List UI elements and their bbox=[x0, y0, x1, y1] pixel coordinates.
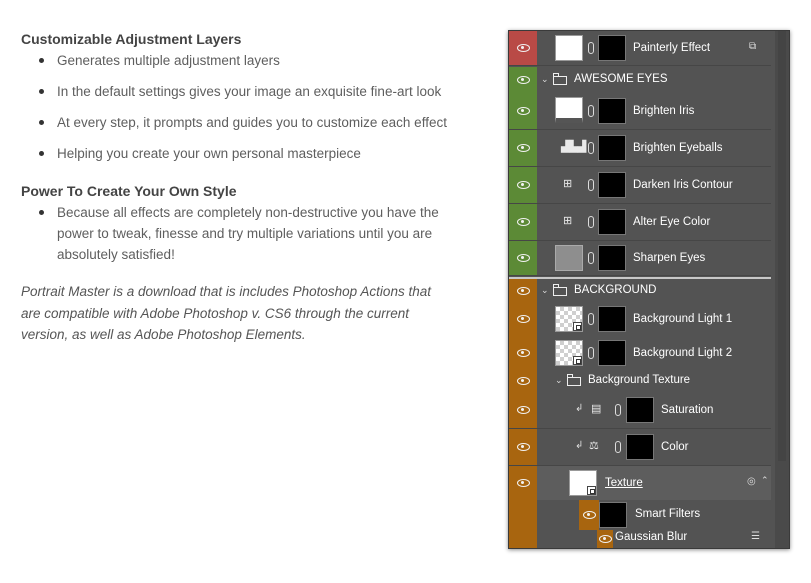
mask-thumbnail bbox=[598, 340, 626, 366]
feature-list bbox=[21, 50, 461, 164]
scrollbar[interactable] bbox=[775, 31, 789, 548]
layer-name: Saturation bbox=[661, 404, 714, 416]
smart-object-badge-icon bbox=[587, 486, 596, 495]
chevron-down-icon[interactable]: ⌄ bbox=[541, 74, 549, 84]
layer-row-brighten-eyeballs[interactable] bbox=[509, 130, 771, 167]
visibility-eye-icon[interactable] bbox=[509, 302, 537, 336]
layer-name: Painterly Effect bbox=[633, 42, 711, 54]
visibility-eye-icon[interactable] bbox=[509, 130, 537, 166]
list-item: At every step, it prompts and guides you to customize each effect bbox=[21, 112, 461, 133]
link-icon bbox=[588, 42, 594, 54]
filter-mask-thumbnail bbox=[599, 502, 627, 528]
group-row-background-texture[interactable] bbox=[509, 370, 771, 393]
mask-thumbnail bbox=[598, 98, 626, 124]
layer-row-background-light-1[interactable] bbox=[509, 302, 771, 337]
mask-thumbnail bbox=[626, 397, 654, 423]
folder-icon bbox=[567, 377, 581, 386]
mask-thumbnail bbox=[598, 245, 626, 271]
link-icon bbox=[588, 347, 594, 359]
layers-panel bbox=[508, 30, 790, 549]
layer-thumbnail bbox=[555, 97, 583, 123]
list-item: Generates multiple adjustment layers bbox=[21, 50, 461, 71]
link-icon bbox=[588, 252, 594, 264]
folder-icon bbox=[553, 76, 567, 85]
list-item: In the default settings gives your image an exquisite fine-art look bbox=[21, 81, 461, 102]
visibility-eye-icon[interactable] bbox=[509, 167, 537, 203]
visibility-eye-icon[interactable] bbox=[597, 530, 613, 548]
layer-name: Color bbox=[661, 441, 689, 453]
mask-thumbnail bbox=[598, 35, 626, 61]
group-name: Background Texture bbox=[588, 374, 691, 386]
article bbox=[21, 30, 461, 346]
layer-name: Sharpen Eyes bbox=[633, 252, 706, 264]
visibility-eye-icon[interactable] bbox=[509, 336, 537, 370]
link-icon bbox=[588, 142, 594, 154]
layer-name: Background Light 2 bbox=[633, 347, 733, 359]
layer-name: Alter Eye Color bbox=[633, 216, 711, 228]
curves-icon: ⊞ bbox=[563, 178, 573, 190]
color-strip bbox=[509, 530, 537, 548]
visibility-eye-icon[interactable] bbox=[509, 241, 537, 275]
group-row-background[interactable] bbox=[509, 277, 771, 304]
clipping-arrow-icon: ↲ bbox=[575, 403, 584, 414]
curves-icon: ⊞ bbox=[563, 215, 573, 227]
link-icon bbox=[588, 216, 594, 228]
link-icon bbox=[588, 179, 594, 191]
layer-row-alter-eye-color[interactable] bbox=[509, 204, 771, 241]
layer-name: Brighten Eyeballs bbox=[633, 142, 723, 154]
style-list bbox=[21, 202, 461, 265]
chevron-up-icon[interactable]: ⌃ bbox=[761, 475, 769, 485]
layer-name: Brighten Iris bbox=[633, 105, 695, 117]
link-icon bbox=[615, 404, 621, 416]
layer-row-texture[interactable] bbox=[509, 466, 771, 501]
mask-thumbnail bbox=[626, 434, 654, 460]
visibility-eye-icon[interactable] bbox=[509, 279, 537, 303]
layer-row-gaussian-blur[interactable] bbox=[509, 530, 771, 548]
layer-row-darken-iris-contour[interactable] bbox=[509, 167, 771, 204]
smart-object-icon: ⧉ bbox=[749, 41, 757, 52]
group-name: BACKGROUND bbox=[574, 284, 657, 296]
layer-row-background-light-2[interactable] bbox=[509, 336, 771, 371]
group-row-awesome-eyes[interactable] bbox=[509, 67, 771, 94]
layer-thumbnail bbox=[555, 35, 583, 61]
folder-icon bbox=[553, 287, 567, 296]
color-strip bbox=[509, 500, 537, 530]
mask-thumbnail bbox=[598, 306, 626, 332]
compatibility-note: Portrait Master is a download that is includes Photoshop Actions that are compatible with Adobe Photoshop v. CS6 through the current version, as well as Adobe Photoshop Elements. bbox=[21, 284, 431, 342]
visibility-eye-icon[interactable] bbox=[509, 67, 537, 93]
layer-row-sharpen-eyes[interactable] bbox=[509, 241, 771, 276]
link-icon bbox=[615, 441, 621, 453]
layer-row-painterly-effect[interactable] bbox=[509, 31, 771, 66]
filter-options-icon[interactable]: ☰ bbox=[751, 531, 760, 542]
chevron-down-icon[interactable]: ⌄ bbox=[555, 375, 563, 385]
visibility-eye-icon[interactable] bbox=[509, 429, 537, 465]
list-item: Because all effects are completely non-destructive you have the power to tweak, finesse and try multiple variations until you are absolutely satisfied! bbox=[21, 202, 461, 265]
visibility-eye-icon[interactable] bbox=[509, 93, 537, 129]
levels-icon: ▟▙▟ bbox=[561, 141, 587, 153]
layer-row-color[interactable] bbox=[509, 429, 771, 466]
visibility-eye-icon[interactable] bbox=[509, 370, 537, 392]
layer-thumbnail bbox=[555, 245, 583, 271]
section-title-own-style: Power To Create Your Own Style bbox=[21, 183, 237, 199]
link-icon bbox=[588, 313, 594, 325]
visibility-eye-icon[interactable] bbox=[579, 500, 599, 530]
clipping-arrow-icon: ↲ bbox=[575, 440, 584, 451]
mask-thumbnail bbox=[598, 172, 626, 198]
visibility-eye-icon[interactable] bbox=[509, 204, 537, 240]
visibility-eye-icon[interactable] bbox=[509, 392, 537, 428]
group-name: AWESOME EYES bbox=[574, 73, 668, 85]
layer-name: Gaussian Blur bbox=[615, 531, 688, 543]
section-title-adjustment-layers: Customizable Adjustment Layers bbox=[21, 31, 242, 47]
layer-name: Background Light 1 bbox=[633, 313, 733, 325]
hue-saturation-icon: ▤ bbox=[591, 403, 602, 415]
layer-name: Darken Iris Contour bbox=[633, 179, 733, 191]
smart-filter-icon: ◎ bbox=[747, 476, 756, 487]
link-icon bbox=[588, 105, 594, 117]
layer-row-smart-filters[interactable] bbox=[509, 500, 771, 530]
layer-row-saturation[interactable] bbox=[509, 392, 771, 429]
chevron-down-icon[interactable]: ⌄ bbox=[541, 285, 549, 295]
visibility-eye-icon[interactable] bbox=[509, 31, 537, 65]
mask-thumbnail bbox=[598, 135, 626, 161]
mask-thumbnail bbox=[598, 209, 626, 235]
smart-object-badge-icon bbox=[573, 356, 582, 365]
visibility-eye-icon[interactable] bbox=[509, 466, 537, 500]
smart-object-badge-icon bbox=[573, 322, 582, 331]
layer-row-brighten-iris[interactable] bbox=[509, 93, 771, 130]
color-balance-icon: ⚖ bbox=[589, 440, 599, 452]
layer-name: Texture bbox=[605, 477, 643, 489]
list-item: Helping you create your own personal masterpiece bbox=[21, 143, 461, 164]
layer-name: Smart Filters bbox=[635, 508, 701, 520]
